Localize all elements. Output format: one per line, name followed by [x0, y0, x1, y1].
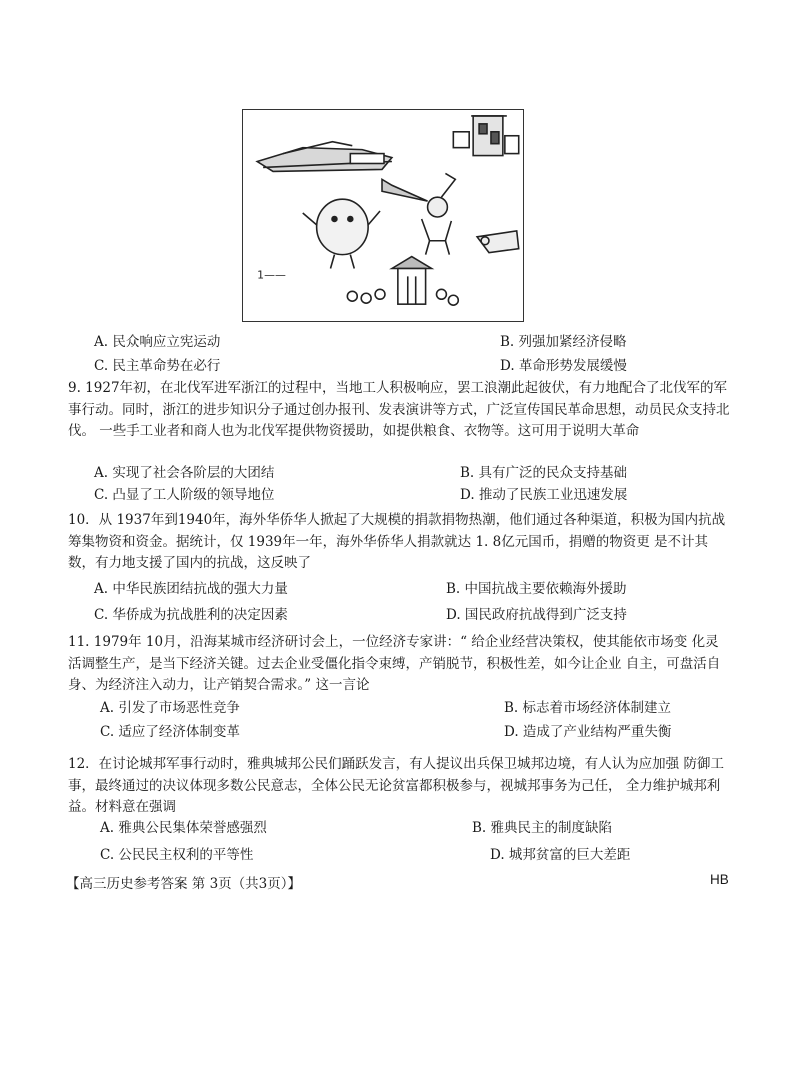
q10-stem: 10．从 1937年到1940年，海外华侨华人掀起了大规模的捐款捐物热潮，他们通过各种渠道，积极为国内抗战筹集物资和资金。据统计，仅 1939年一年，海外华侨华人捐款就达 1. 8亿元国币，捐赠的物资更 是不计其数，有力地支援了国内的抗战，这反映了: [68, 512, 726, 571]
q8-option-c[interactable]: C. 民主革命势在必行: [94, 358, 221, 374]
q11-option-a[interactable]: A. 引发了市场恶性竞争: [100, 700, 240, 716]
hand-drawing: [477, 231, 519, 253]
trumpet-figure-drawing: [382, 173, 455, 254]
q9-option-c[interactable]: C. 凸显了工人阶级的领导地位: [94, 487, 275, 503]
q11-stem: 11. 1979年 10月，沿海某城市经济研讨会上，一位经济专家讲：“ 给企业经营决策权，使其能依市场变 化灵活调整生产，是当下经济关键。过去企业受僵化指令束缚，产销脱节，积极性差，如今让企业 自主，可盘活自身、为经济注入动力，让产销契合需求。” 这一言论: [68, 634, 721, 693]
q9-stem: 9. 1927年初，在北伐军进军浙江的过程中，当地工人积极响应，罢工浪潮此起彼伏，有力地配合了北伐军的军事行动。同时，浙江的进步知识分子通过创办报刊、发表演讲等方式，广泛宣传国民革命思想，动员民众支持北伐。 一些手工业者和商人也为北伐军提供物资援助，如提供粮食、衣物等。这可用于说明大革命: [68, 380, 730, 439]
q11-option-d[interactable]: D. 造成了产业结构严重失衡: [504, 724, 672, 740]
q8-option-d[interactable]: D. 革命形势发展缓慢: [500, 358, 627, 374]
footer-code: HB: [710, 872, 729, 887]
building-drawing: [453, 116, 518, 156]
q10-option-a[interactable]: A. 中华民族团结抗战的强大力量: [94, 581, 288, 597]
round-character-drawing: [303, 199, 380, 268]
q10-option-c[interactable]: C. 华侨成为抗战胜利的决定因素: [94, 607, 288, 623]
q11-option-b[interactable]: B. 标志着市场经济体制建立: [504, 700, 672, 716]
q10-option-d[interactable]: D. 国民政府抗战得到广泛支持: [446, 607, 627, 623]
q9-option-d[interactable]: D. 推动了民族工业迅速发展: [460, 487, 628, 503]
q11-option-c[interactable]: C. 适应了经济体制变革: [100, 724, 240, 740]
cartoon-illustration: [242, 109, 524, 322]
q9-option-b[interactable]: B. 具有广泛的民众支持基础: [460, 465, 628, 481]
footer-page-info: 【高三历史参考答案 第 3页（共3页）】: [66, 876, 302, 892]
q12-option-a[interactable]: A. 雅典公民集体荣誉感强烈: [100, 820, 267, 836]
q9-option-a[interactable]: A. 实现了社会各阶层的大团结: [94, 465, 275, 481]
pagoda-drawing: [347, 257, 458, 306]
q12-option-b[interactable]: B. 雅典民主的制度缺陷: [472, 820, 613, 836]
cartoon-sign-text: 1——: [257, 268, 286, 282]
ship-drawing: [257, 142, 392, 172]
q12-option-d[interactable]: D. 城邦贫富的巨大差距: [490, 847, 631, 863]
q8-option-b[interactable]: B. 列强加紧经济侵略: [500, 334, 627, 350]
q12-stem: 12．在讨论城邦军事行动时，雅典城邦公民们踊跃发言，有人提议出兵保卫城邦边境，有人认为应加强 防御工事，最终通过的决议体现多数公民意志，全体公民无论贫富都积极参与，视城邦事务为己任， 全力维护城邦利益。材料意在强调: [68, 756, 724, 815]
q12-option-c[interactable]: C. 公民民主权利的平等性: [100, 847, 254, 863]
q10-option-b[interactable]: B. 中国抗战主要依赖海外援助: [446, 581, 627, 597]
q8-option-a[interactable]: A. 民众响应立宪运动: [94, 334, 221, 350]
